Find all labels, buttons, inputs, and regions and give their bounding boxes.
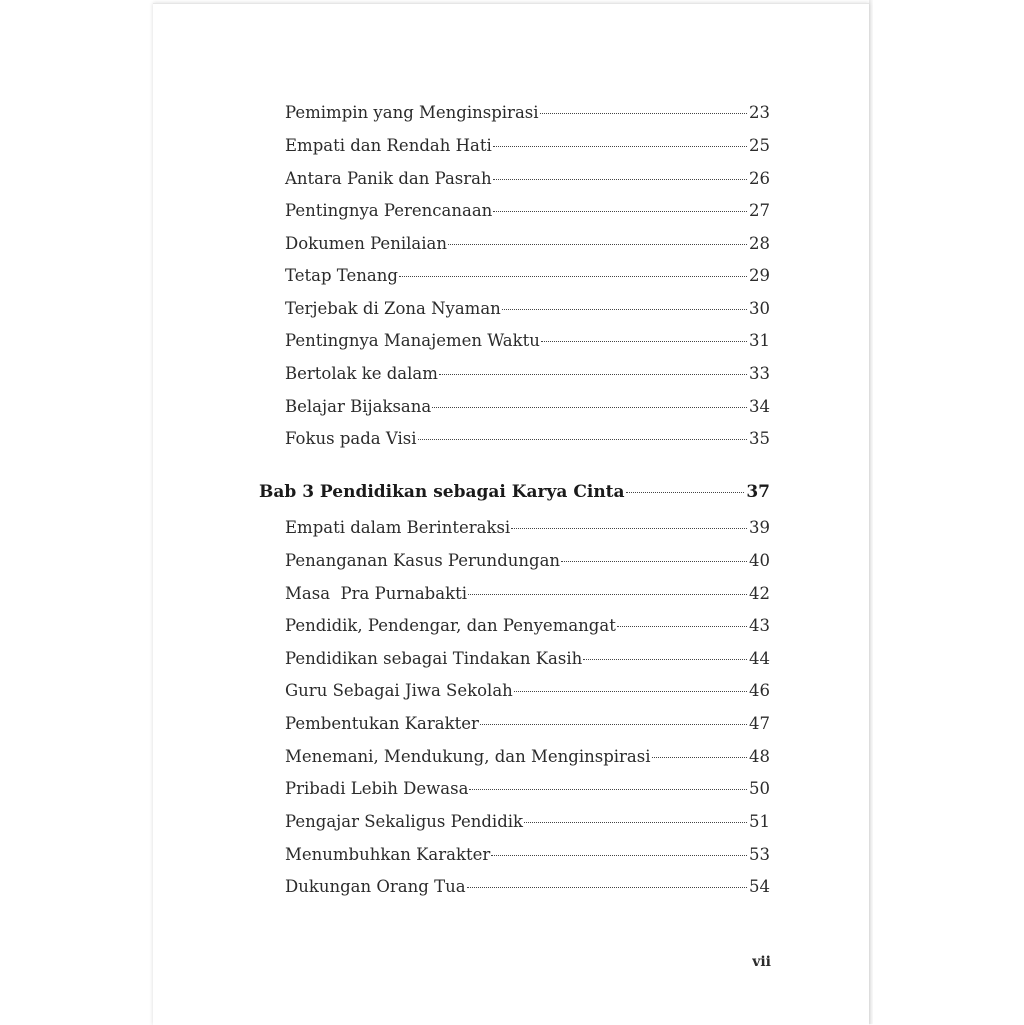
dot-leader	[491, 855, 747, 856]
toc-entry	[285, 615, 770, 637]
toc-entry	[285, 168, 770, 190]
toc-entry	[285, 746, 770, 768]
toc-entry-page: 40	[749, 551, 770, 570]
toc-entry-page: 54	[749, 877, 770, 896]
dot-leader	[439, 374, 747, 375]
toc-entry	[285, 778, 770, 800]
toc-entry-page: 30	[749, 299, 770, 318]
toc-entry-page: 34	[749, 397, 770, 416]
toc-entry	[285, 844, 770, 866]
book-page	[153, 3, 869, 1025]
page-edge	[869, 0, 873, 1024]
dot-leader	[502, 309, 747, 310]
toc-entry	[285, 680, 770, 702]
dot-leader	[626, 492, 745, 493]
dot-leader	[524, 822, 747, 823]
toc-entry-title: Guru Sebagai Jiwa Sekolah	[285, 681, 513, 700]
toc-entry-page: 35	[749, 429, 770, 448]
dot-leader	[540, 113, 747, 114]
dot-leader	[467, 887, 747, 888]
toc-entry-title: Empati dan Rendah Hati	[285, 136, 492, 155]
dot-leader	[514, 691, 747, 692]
toc-entry-title: Pendidik, Pendengar, dan Penyemangat	[285, 616, 616, 635]
toc-entry-page: 33	[749, 364, 770, 383]
toc-entry-title: Pengajar Sekaligus Pendidik	[285, 812, 524, 831]
dot-leader	[468, 594, 747, 595]
toc-entry	[285, 265, 770, 287]
toc-entry	[285, 648, 770, 670]
toc-entry-page: 43	[749, 616, 770, 635]
toc-entry	[285, 713, 770, 735]
toc-entry-title: Menemani, Mendukung, dan Menginspirasi	[285, 747, 651, 766]
toc-entry	[285, 298, 770, 320]
dot-leader	[561, 561, 747, 562]
toc-entry-page: 51	[749, 812, 770, 831]
toc-entry-title: Antara Panik dan Pasrah	[285, 169, 492, 188]
toc-entry-title: Tetap Tenang	[285, 266, 398, 285]
dot-leader	[493, 179, 747, 180]
toc-entry-page: 48	[749, 747, 770, 766]
dot-leader	[493, 146, 747, 147]
toc-entry	[285, 811, 770, 833]
toc-entry	[285, 428, 770, 450]
toc-entry-page: 42	[749, 584, 770, 603]
toc-entry	[285, 200, 770, 222]
toc-entry-page: 39	[749, 518, 770, 537]
toc-entry-title: Pemimpin yang Menginspirasi	[285, 103, 539, 122]
toc-entry-page: 23	[749, 103, 770, 122]
toc-entry	[285, 396, 770, 418]
dot-leader	[432, 407, 747, 408]
toc-entry-title: Pendidikan sebagai Tindakan Kasih	[285, 649, 583, 668]
toc-entry-title: Terjebak di Zona Nyaman	[285, 299, 501, 318]
toc-entry	[285, 135, 770, 157]
toc-entry-page: 26	[749, 169, 770, 188]
toc-entry-page: 50	[749, 779, 770, 798]
toc-entry-page: 47	[749, 714, 770, 733]
toc-entry	[285, 517, 770, 539]
dot-leader	[493, 211, 747, 212]
toc-entry-title: Dokumen Penilaian	[285, 234, 447, 253]
toc-entry-title: Masa Pra Purnabakti	[285, 584, 467, 603]
toc-entry-title: Belajar Bijaksana	[285, 397, 432, 416]
toc-entry-page: 27	[749, 201, 770, 220]
toc-entry-page: 46	[749, 681, 770, 700]
toc-entry-title: Pribadi Lebih Dewasa	[285, 779, 469, 798]
dot-leader	[652, 757, 747, 758]
toc-entry-title: Bertolak ke dalam	[285, 364, 438, 383]
toc-entry	[285, 583, 770, 605]
toc-entry-title: Empati dalam Berinteraksi	[285, 518, 511, 537]
toc-entry	[285, 102, 770, 124]
dot-leader	[541, 341, 747, 342]
toc-entry	[285, 363, 770, 385]
toc-entry-page: 28	[749, 234, 770, 253]
toc-entry-title: Fokus pada Visi	[285, 429, 417, 448]
chapter-page: 37	[746, 482, 770, 502]
toc-chapter-entry	[259, 481, 770, 503]
toc-entry-title: Pentingnya Perencanaan	[285, 201, 493, 220]
toc-entry-page: 25	[749, 136, 770, 155]
dot-leader	[583, 659, 747, 660]
dot-leader	[480, 724, 747, 725]
toc-entry-page: 53	[749, 845, 770, 864]
toc-entry-page: 31	[749, 331, 770, 350]
dot-leader	[448, 244, 747, 245]
toc-entry-title: Dukungan Orang Tua	[285, 877, 466, 896]
dot-leader	[418, 439, 747, 440]
toc-entry-title: Menumbuhkan Karakter	[285, 845, 491, 864]
toc-entry-title: Pembentukan Karakter	[285, 714, 479, 733]
toc-entry-page: 29	[749, 266, 770, 285]
toc-entry-title: Pentingnya Manajemen Waktu	[285, 331, 540, 350]
dot-leader	[399, 276, 747, 277]
toc-entry	[285, 550, 770, 572]
toc-entry	[285, 876, 770, 898]
chapter-title: Bab 3 Pendidikan sebagai Karya Cinta	[259, 482, 625, 502]
toc-entry	[285, 330, 770, 352]
table-of-contents	[153, 4, 869, 1025]
toc-entry-title: Penanganan Kasus Perundungan	[285, 551, 561, 570]
dot-leader	[617, 626, 747, 627]
toc-entry	[285, 233, 770, 255]
toc-entry-page: 44	[749, 649, 770, 668]
page-number-folio: vii	[752, 954, 771, 970]
dot-leader	[511, 528, 747, 529]
dot-leader	[469, 789, 747, 790]
